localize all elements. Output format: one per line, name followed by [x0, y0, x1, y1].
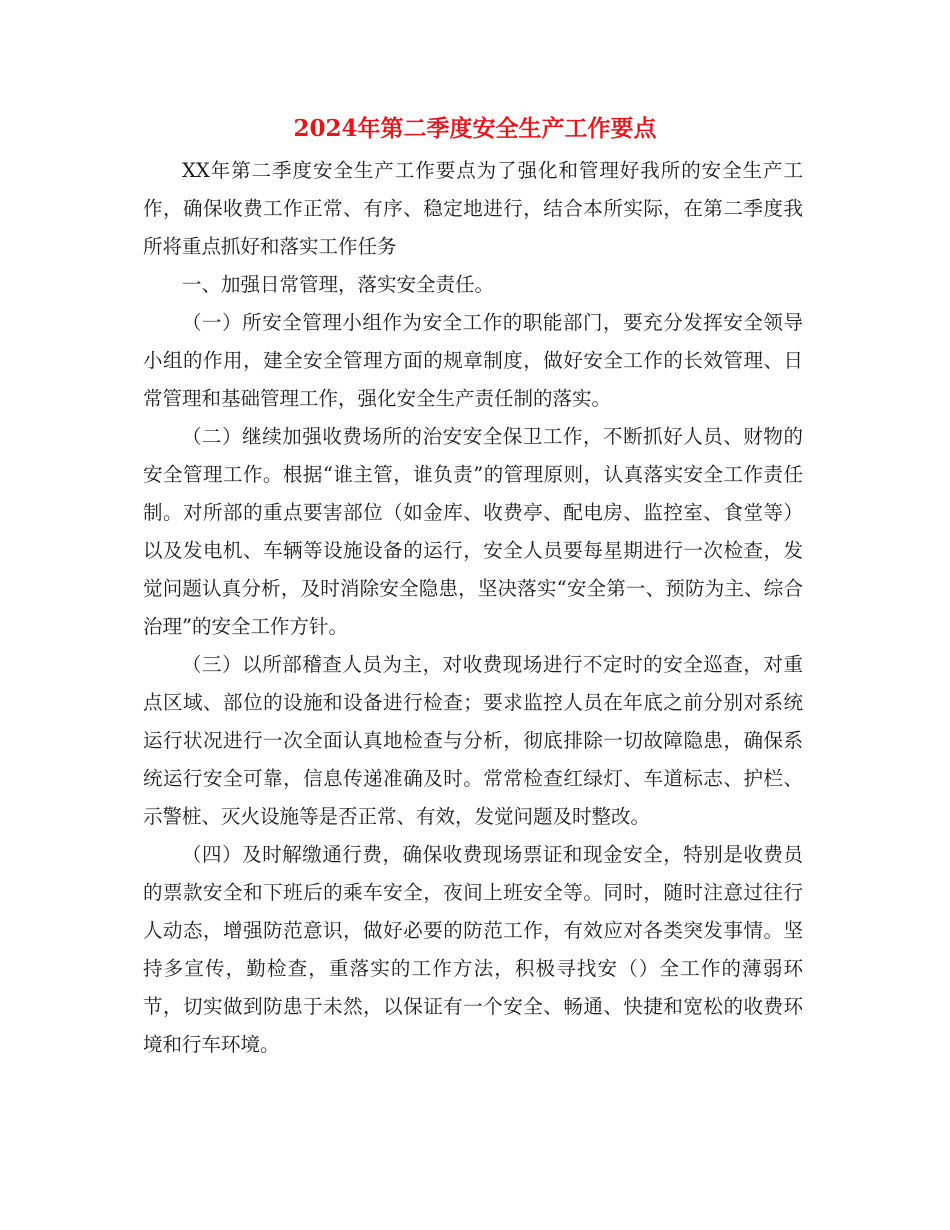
intro-paragraph: XX年第二季度安全生产工作要点为了强化和管理好我所的安全生产工作，确保收费工作正常、有序、稳定地进行，结合本所实际，在第二季度我所将重点抓好和落实工作任务	[143, 159, 803, 258]
document-title: 2024年第二季度安全生产工作要点	[293, 115, 657, 142]
item-paragraph-3: （三）以所部稽查人员为主，对收费现场进行不定时的安全巡查，对重点区域、部位的设施和设备进行检查；要求监控人员在年底之前分别对系统运行状况进行一次全面认真地检查与分析，彻底排除一切故障隐患，确保系统运行安全可靠，信息传递准确及时。常常检查红绿灯、车道标志、护栏、示警桩、灭火设施等是否正常、有效，发觉问题及时整改。	[143, 653, 803, 828]
section-heading: 一、加强日常管理，落实安全责任。	[182, 273, 495, 296]
item-paragraph-1: （一）所安全管理小组作为安全工作的职能部门，要充分发挥安全领导小组的作用，建全安全管理方面的规章制度，做好安全工作的长效管理、日常管理和基础管理工作，强化安全生产责任制的落实。	[143, 311, 803, 410]
item-paragraph-2: （二）继续加强收费场所的治安安全保卫工作，不断抓好人员、财物的安全管理工作。根据“谁主管，谁负责”的管理原则，认真落实安全工作责任制。对所部的重点要害部位（如金库、收费亭、配电房、监控室、食堂等）以及发电机、车辆等设施设备的运行，安全人员要每星期进行一次检查，发觉问题认真分析，及时消除安全隐患，坚决落实“安全第一、预防为主、综合治理”的安全工作方针。	[143, 425, 803, 638]
document-body	[143, 152, 803, 1064]
item-paragraph-4: （四）及时解缴通行费，确保收费现场票证和现金安全，特别是收费员的票款安全和下班后的乘车安全，夜间上班安全等。同时，随时注意过往行人动态，增强防范意识，做好必要的防范工作，有效应对各类突发事情。坚持多宣传，勤检查，重落实的工作方法，积极寻找安（）全工作的薄弱环节，切实做到防患于未然，以保证有一个安全、畅通、快捷和宽松的收费环境和行车环境。	[143, 843, 803, 1056]
